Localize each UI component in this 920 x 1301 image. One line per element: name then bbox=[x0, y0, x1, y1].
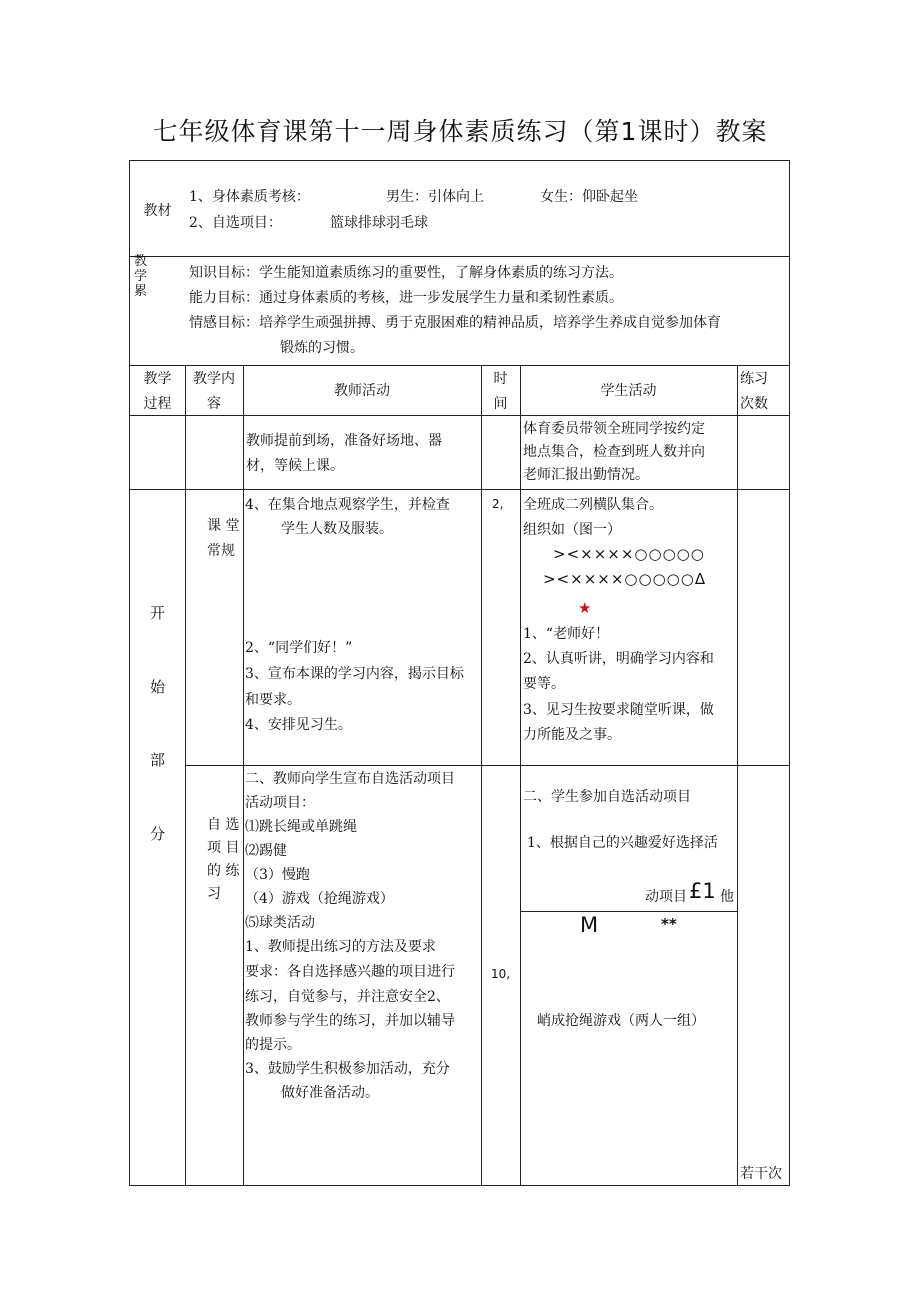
elective-teacher: ⑵踢健 bbox=[245, 843, 287, 859]
routine-teacher: 和要求。 bbox=[245, 692, 301, 708]
elective-content: 习 bbox=[207, 886, 221, 902]
header-count: 练习 bbox=[740, 371, 768, 387]
elective-teacher: 要求：各自选择感兴趣的项目进行 bbox=[245, 964, 455, 980]
elective-time: 10, bbox=[491, 967, 511, 981]
table-line bbox=[520, 365, 521, 1186]
elective-teacher: 教师参与学生的练习，并加以辅导 bbox=[245, 1013, 455, 1029]
table-line bbox=[243, 365, 244, 1186]
table-line bbox=[481, 365, 482, 1186]
header-content: 教学内 bbox=[193, 371, 235, 387]
section-label: 部 bbox=[149, 751, 165, 769]
prep-teacher: 教师提前到场，准备好场地、器 bbox=[246, 433, 442, 449]
materials-boys: 男生：引体向上 bbox=[386, 189, 484, 205]
routine-time: 2, bbox=[492, 497, 504, 511]
table-line bbox=[789, 160, 790, 1186]
routine-teacher: 3、宣布本课的学习内容，揭示目标 bbox=[245, 666, 464, 682]
table-line bbox=[129, 256, 790, 257]
routine-student: 1、“老师好！ bbox=[523, 626, 610, 642]
materials-items: 篮球排球羽毛球 bbox=[330, 215, 428, 231]
header-content: 容 bbox=[207, 396, 221, 412]
routine-student: 力所能及之事。 bbox=[523, 727, 621, 743]
routine-student: 3、见习生按要求随堂听课，做 bbox=[523, 702, 714, 718]
routine-content: 常规 bbox=[207, 543, 235, 559]
materials-line1: 1、身体素质考核： bbox=[189, 189, 310, 205]
elective-teacher: 3、鼓励学生积极参加活动，充分 bbox=[245, 1061, 450, 1077]
elective-teacher: （4）游戏（抢绳游戏） bbox=[245, 891, 394, 907]
prep-student: 地点集合，检查到班人数并向 bbox=[523, 444, 705, 460]
page-title: 七年级体育课第十一周身体素质练习（第1课时）教案 bbox=[152, 117, 768, 146]
teacher-star-icon: ★ bbox=[578, 599, 592, 617]
emotion-objective: 情感目标：培养学生顽强拼搏、勇于克服困难的精神品质，培养学生养成自觉参加体育 bbox=[189, 315, 721, 331]
elective-student: 二、学生参加自选活动项目 bbox=[523, 789, 691, 805]
table-line bbox=[129, 160, 130, 1186]
section-label: 开 bbox=[149, 604, 165, 622]
elective-teacher: ⑸球类活动 bbox=[245, 915, 315, 931]
prep-student: 体育委员带领全班同学按约定 bbox=[523, 421, 705, 437]
routine-teacher: 4、安排见习生。 bbox=[245, 717, 352, 733]
ability-objective: 能力目标：通过身体素质的考核，进一步发展学生力量和柔韧性素质。 bbox=[189, 290, 623, 306]
elective-student: 1、根据自己的兴趣爱好选择活 bbox=[527, 835, 718, 851]
routine-student: 全班成二列横队集合。 bbox=[523, 497, 663, 513]
routine-teacher: 4、在集合地点观察学生，并检查 bbox=[245, 497, 450, 513]
materials-girls: 女生：仰卧起坐 bbox=[540, 189, 638, 205]
prep-teacher: 材，等候上课。 bbox=[246, 458, 344, 474]
routine-teacher: 2、“同学们好！” bbox=[245, 640, 353, 656]
materials-label: 教材 bbox=[143, 203, 172, 219]
elective-student: 他 bbox=[720, 889, 734, 905]
elective-content: 项 目 bbox=[207, 840, 240, 856]
elective-teacher: 二、教师向学生宣布自选活动项目 bbox=[245, 771, 455, 787]
header-teacher: 教师活动 bbox=[334, 383, 390, 399]
elective-student-symbol: ** bbox=[661, 915, 677, 933]
header-time: 间 bbox=[493, 396, 508, 412]
objectives-label: 学 bbox=[134, 269, 148, 284]
table-line bbox=[129, 1185, 790, 1186]
elective-teacher: 练习，自觉参与，并注意安全2、 bbox=[245, 989, 450, 1005]
elective-teacher: ⑴跳长绳或单跳绳 bbox=[245, 819, 357, 835]
knowledge-objective: 知识目标：学生能知道素质练习的重要性，了解身体素质的练习方法。 bbox=[189, 265, 623, 281]
elective-content: 的 练 bbox=[207, 863, 240, 879]
header-process: 过程 bbox=[143, 396, 172, 412]
materials-line2: 2、自选项目： bbox=[189, 215, 282, 231]
elective-student-symbol: £1 bbox=[689, 879, 716, 903]
elective-teacher: 1、教师提出练习的方法及要求 bbox=[245, 939, 436, 955]
objectives-label: 累 bbox=[134, 284, 148, 299]
formation-row-1: ><××××○○○○○ bbox=[553, 545, 705, 563]
routine-student: 组织如（图一） bbox=[523, 522, 621, 538]
formation-row-2: ><××××○○○○○Δ bbox=[543, 570, 707, 588]
elective-student: 峭成抢绳游戏（两人一组） bbox=[537, 1013, 705, 1029]
routine-student: 2、认真听讲，明确学习内容和 bbox=[523, 651, 714, 667]
prep-student: 老师汇报出勤情况。 bbox=[523, 467, 649, 483]
elective-student: 动项目 bbox=[645, 889, 687, 905]
routine-teacher: 学生人数及服装。 bbox=[281, 521, 393, 537]
elective-count: 若干次 bbox=[740, 1166, 782, 1182]
objectives-label: 教 bbox=[134, 254, 148, 269]
section-label: 始 bbox=[149, 678, 165, 696]
header-time: 时 bbox=[493, 371, 508, 387]
routine-content: 课 堂 bbox=[207, 518, 240, 534]
emotion-objective-cont: 锻炼的习惯。 bbox=[280, 340, 364, 356]
header-process: 教学 bbox=[143, 371, 172, 387]
elective-content: 自 选 bbox=[207, 817, 240, 833]
routine-student: 要等。 bbox=[523, 676, 565, 692]
header-count: 次数 bbox=[740, 396, 768, 412]
table-line bbox=[737, 365, 738, 1186]
elective-teacher: 做好准备活动。 bbox=[281, 1085, 379, 1101]
header-student: 学生活动 bbox=[600, 383, 657, 399]
section-label: 分 bbox=[149, 825, 165, 843]
table-line bbox=[129, 489, 790, 490]
elective-teacher: 的提示。 bbox=[245, 1037, 301, 1053]
elective-student-symbol: M bbox=[580, 913, 599, 937]
elective-teacher: 活动项目： bbox=[245, 795, 315, 811]
table-line bbox=[129, 160, 790, 161]
table-line bbox=[129, 365, 790, 366]
table-line bbox=[185, 365, 186, 1186]
table-line bbox=[185, 765, 790, 766]
table-line bbox=[520, 911, 737, 912]
elective-teacher: （3）慢跑 bbox=[245, 867, 310, 883]
